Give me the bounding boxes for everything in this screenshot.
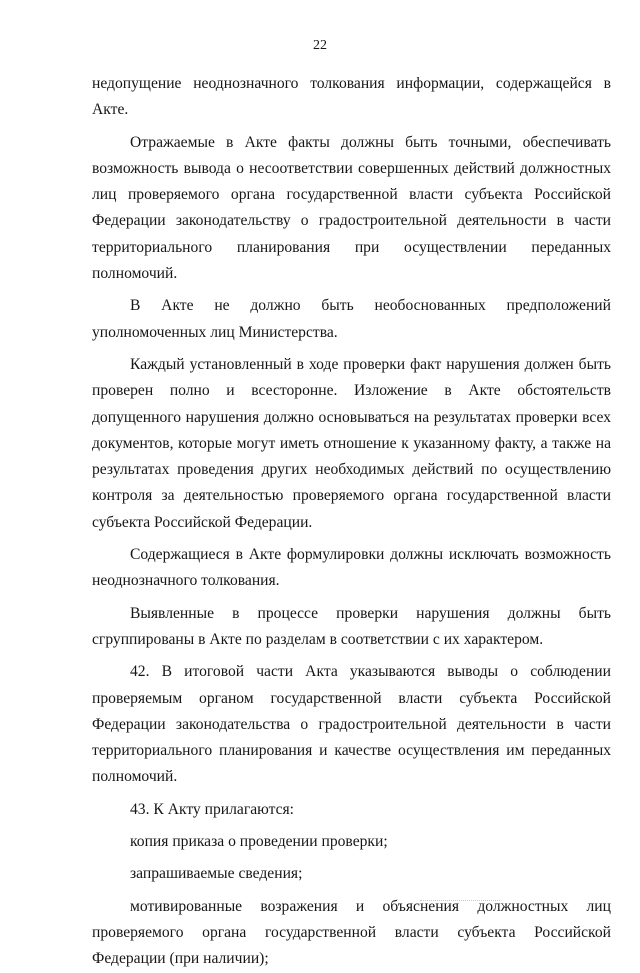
paragraph-grouping: Выявленные в процессе проверки нарушения должны быть сгруппированы в Акте по разделам в соответствии с их характером. bbox=[92, 604, 611, 648]
document-body bbox=[92, 71, 611, 973]
list-item-order-copy: копия приказа о проведении проверки; bbox=[130, 833, 388, 851]
list-item-objections: мотивированные возражения и объяснения должностных лиц проверяемого органа государственной власти субъекта Российской Федерации (при наличии); bbox=[92, 897, 611, 968]
paragraph-wording: Содержащиеся в Акте формулировки должны исключать возможность неоднозначного толкования. bbox=[92, 546, 611, 590]
paragraph-facts-accuracy: Отражаемые в Акте факты должны быть точными, обеспечивать возможность вывода о несоответствии совершенных действий должностных лиц проверяемого органа государственной власти субъекта Российской Федерации законодательству о градостроительной деятельности в части территориального планирования при осуществлении переданных полномочий. bbox=[92, 133, 611, 283]
paragraph-continuation: недопущение неоднозначного толкования информации, содержащейся в Акте. bbox=[92, 75, 611, 119]
page-number: 22 bbox=[313, 38, 327, 53]
paragraph-violation-check: Каждый установленный в ходе проверки факт нарушения должен быть проверен полно и всесторонне. Изложение в Акте обстоятельств допущенного нарушения должно основываться на результатах проверки всех документов, которые могут иметь отношение к указанному факту, а также на результатах проведения других необходимых действий по осуществлению контроля за деятельностью проверяемого органа государственной власти субъекта Российской Федерации. bbox=[92, 355, 611, 531]
list-item-requested-info: запрашиваемые сведения; bbox=[130, 865, 303, 883]
scan-artifact bbox=[420, 900, 500, 903]
paragraph-item-42: 42. В итоговой части Акта указываются выводы о соблюдении проверяемым органом государственной власти субъекта Российской Федерации законодательства о градостроительной деятельности в части территориального планирования и качестве осуществления им переданных полномочий. bbox=[92, 663, 611, 786]
paragraph-no-assumptions: В Акте не должно быть необоснованных предположений уполномоченных лиц Министерства. bbox=[92, 297, 611, 341]
paragraph-item-43: 43. К Акту прилагаются: bbox=[130, 800, 295, 818]
